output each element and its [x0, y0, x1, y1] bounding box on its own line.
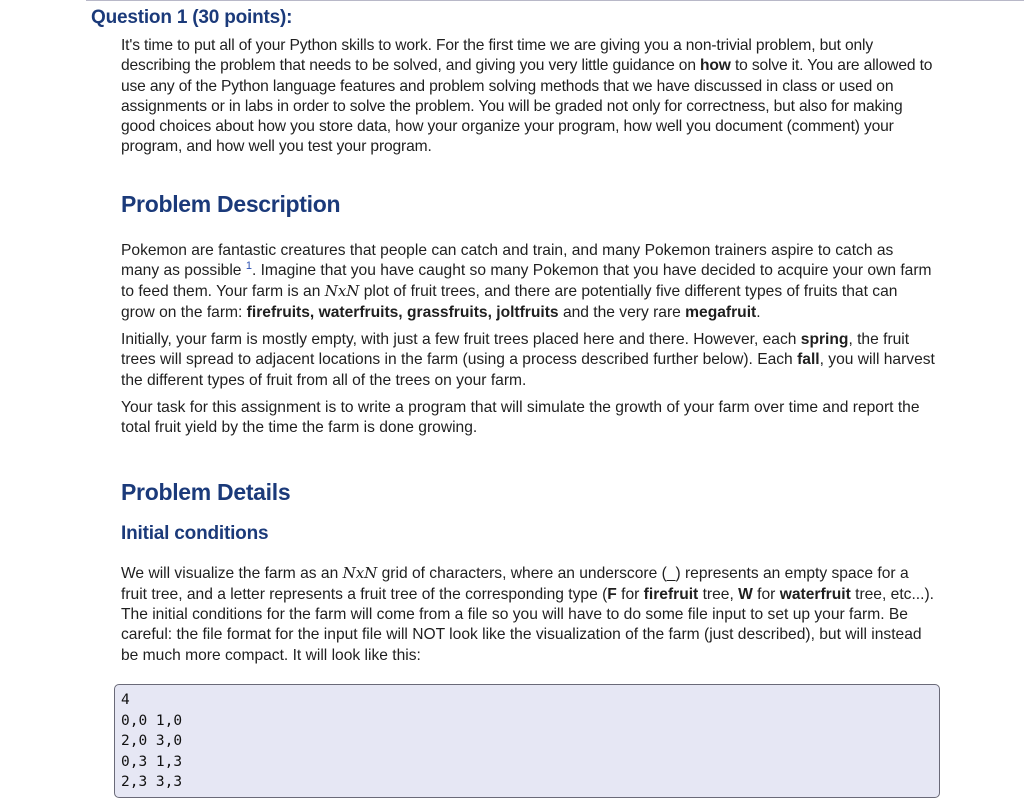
letter-f-bold: F [607, 585, 617, 603]
pd-p2-text-b: , the fruit trees will spread to adjacent locations in the farm (using a process described further below). Each [121, 330, 910, 369]
top-rule [86, 0, 1024, 1]
problem-description-p2 [121, 330, 935, 391]
ic-text-e: for [752, 585, 780, 603]
fall-bold: fall [797, 351, 820, 369]
pd-p1-text-b: . Imagine that you have caught so many Pokemon that you have decided to acquire your own farm to feed them. Your farm is an [121, 262, 932, 301]
initial-conditions-heading: Initial conditions [121, 523, 269, 545]
code-line: 2,0 3,0 [121, 733, 183, 749]
pd-p1-text-a: Pokemon are fantastic creatures that people can catch and train, and many Pokemon trainers aspire to catch as many as possible [121, 241, 894, 280]
problem-description-p3: Your task for this assignment is to write a program that will simulate the growth of your farm over time and report the total fruit yield by the time the farm is done growing. [121, 398, 920, 437]
ic-text-f: tree, etc...). The initial conditions for the farm will come from a file so you will have to do some file input to set up your farm. Be careful: the file format for the input file will NOT look like the visualization of the farm (just described), but will instead be much more compact. It will look like this: [121, 585, 934, 664]
initial-conditions-paragraph [121, 563, 935, 665]
spring-bold: spring [800, 330, 849, 348]
firefruit-bold: firefruit [643, 585, 699, 603]
document-body [121, 36, 935, 666]
code-line: 4 [121, 692, 130, 708]
problem-description-heading: Problem Description [121, 190, 341, 217]
letter-w-bold: W [738, 585, 753, 603]
ic-text-a: We will visualize the farm as an [121, 565, 343, 583]
pd-p2-text-c: , you will harvest the different types of fruit from all of the trees on your farm. [121, 351, 935, 389]
ic-text-b: grid of characters, where an underscore (_) represents an empty space for a fruit tree, and a letter represents a fruit tree of the corresponding type ( [121, 565, 909, 603]
bold-how: how [700, 57, 731, 75]
code-sample-box [114, 684, 940, 798]
code-line: 0,3 1,3 [121, 753, 183, 770]
code-line: 0,0 1,0 [121, 712, 183, 729]
ic-text-d: tree, [698, 585, 739, 603]
pd-p1-text-e: . [756, 303, 761, 321]
nxn-math: NxN [324, 282, 360, 301]
ic-text-c: for [616, 585, 644, 603]
intro-paragraph: It's time to put all of your Python skills to work. For the first time we are giving you a non-trivial problem, but only describing the problem that needs to be solved, and giving you very little guidance on how to solve it. You are allowed to use any of the Python language features and problem solving methods that we have discussed in class or used on assignments or in labs in order to solve the problem. You will be graded not only for correctness, but also for making good choices about how you store data, how your organize your program, how well you document (comment) your program, and how well you test your program. [121, 37, 933, 156]
problem-description-p1 [121, 241, 935, 323]
megafruit-bold: megafruit [685, 303, 757, 321]
pd-p2-text-a: Initially, your farm is mostly empty, with just a few fruit trees placed here and there. However, each [121, 330, 801, 348]
nxn-math-2: NxN [342, 564, 378, 583]
fruit-types-bold: firefruits, waterfruits, grassfruits, joltfruits [246, 303, 559, 321]
pd-p1-text-c: plot of fruit trees, and there are potentially five different types of fruits that can grow on the farm: [121, 283, 898, 321]
pd-p1-text-d: and the very rare [558, 303, 686, 321]
problem-details-heading: Problem Details [121, 479, 291, 506]
question-title: Question 1 (30 points): [91, 7, 293, 28]
waterfruit-bold: waterfruit [779, 585, 851, 603]
footnote-marker[interactable]: 1 [245, 259, 252, 272]
code-line: 2,3 3,3 [121, 774, 183, 790]
